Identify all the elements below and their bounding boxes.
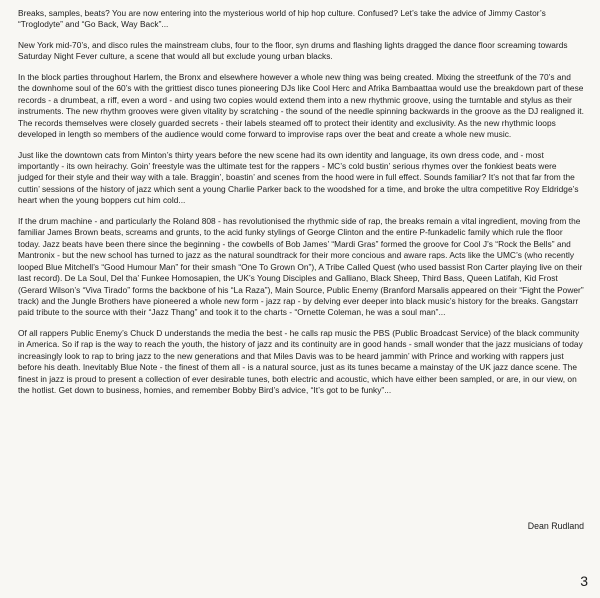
author-signature: Dean Rudland: [527, 521, 584, 531]
paragraph-drum-machine: If the drum machine - and particularly the Roland 808 - has revolutionised the rhythmic side of rap, the breaks remain a vital ingredient, moving from the familiar James Brown beats, screams and grunts, to the acid funky stylings of George Clinton and the entire P-funkadelic family which rule the floor today. Jazz beats have been there since the beginning - the cowbells of Bob James’ “Mardi Gras” formed the groove for Cool J’s “Rock the Bells” and Mantronix - but the new school has turned to jazz as the natural soundtrack for their more concious and aware raps. Acts like the UMC’s (who recently looped Blue Mitchell’s “Good Humour Man” for their smash “One To Grown On”), A Tribe Called Quest (who used bassist Ron Carter playing live on their last record). De La Soul, Del tha’ Funkee Homosapien, the UK’s Young Disciples and Galliano, Black Sheep, Third Bass, Queen Latifah, Kid Frost (Gerard Wilson’s “Viva Tirado” forms the backbone of his “La Raza”), Main Source, Public Enemy (Branford Marsalis appeared on their “Fight the Power” track) and the Jungle Brothers have pioneered a whole new form - jazz rap - by delving ever deeper into black music’s history for the breaks. Gangstarr paid tribute to the source with their “Jazz Thang” and took it to the charts - “Ornette Coleman, he was a soul man”...: [18, 215, 584, 318]
liner-notes-page: [18, 8, 584, 588]
paragraph-intro: Breaks, samples, beats? You are now entering into the mysterious world of hip hop culture. Confused? Let’s take the advice of Jimmy Castor’s “Troglodyte” and “Go Back, Way Back”...: [18, 8, 546, 30]
paragraph-public-enemy: Of all rappers Public Enemy’s Chuck D understands the media the best - he calls rap music the PBS (Public Broadcast Service) of the black community in America. So if rap is the way to reach the youth, the history of jazz and its continuity are in good hands - small wonder that the jazz musicians of today increasingly look to rap to bring jazz to the new generations and that Miles Davis was to be heard jammin’ with Prince and working with rappers just before his death. Inevitably Blue Note - the finest of them all - is a natural source, just as its tunes became a mainstay of the UK jazz dance scene. The finest in jazz is proud to present a collection of ever desirable tunes, both electric and acoustic, which have either been sampled, or are, in our view, on the hotlist. Get down to business, homies, and remember Bobby Bird’s advice, “It’s got to be funky”...: [18, 327, 583, 396]
paragraph-block-parties: In the block parties throughout Harlem, the Bronx and elsewhere however a whole new thing was being created. Mixing the streetfunk of the 70’s and the downhome soul of the 60’s with the grittiest disco tunes pioneering DJs like Cool Herc and Afrika Bambaattaa would use the breakdown part of these records - a drumbeat, a riff, even a word - and using two copies would extend them into a new rhythmic groove, using the turntable and stylus as their instruments. The new rhythm grooves were given vitality by scratching - the sound of the needle spinning backwards in the groove as the DJ realigned it. The records themselves were closely guarded secrets - their labels steamed off to protect their identity and exclusivity. As the new rhythmic loops developed in length so members of the audience would come forward to improvise raps over the beat and create a whole new music.: [18, 71, 584, 140]
paragraph-new-york: New York mid-70’s, and disco rules the mainstream clubs, four to the floor, syn drums and flashing lights dragged the dance floor screaming towards Saturday Night Fever culture, a scene that would all but exclude young urban blacks.: [18, 39, 568, 62]
page-number: 3: [580, 573, 588, 589]
paragraph-mintons: Just like the downtown cats from Minton’s thirty years before the new scene had its own identity and language, its own dress code, and - most importantly - its own heirachy. Goin’ freestyle was the ultimate test for the rappers - MC’s cold bustin’ serious rhymes over the fonkiest beats were judged for their style and their way with a tale. Braggin’, boastin’ and scenes from the hood were in full effect. Sounds familiar? It’s not that far from the cuttin’ sessions of the history of jazz which sent a young Charlie Parker back to the woodshed for a time, and broke the ultra competitive Roy Eldridge’s heart when the young boppers cut him cold...: [18, 149, 579, 206]
